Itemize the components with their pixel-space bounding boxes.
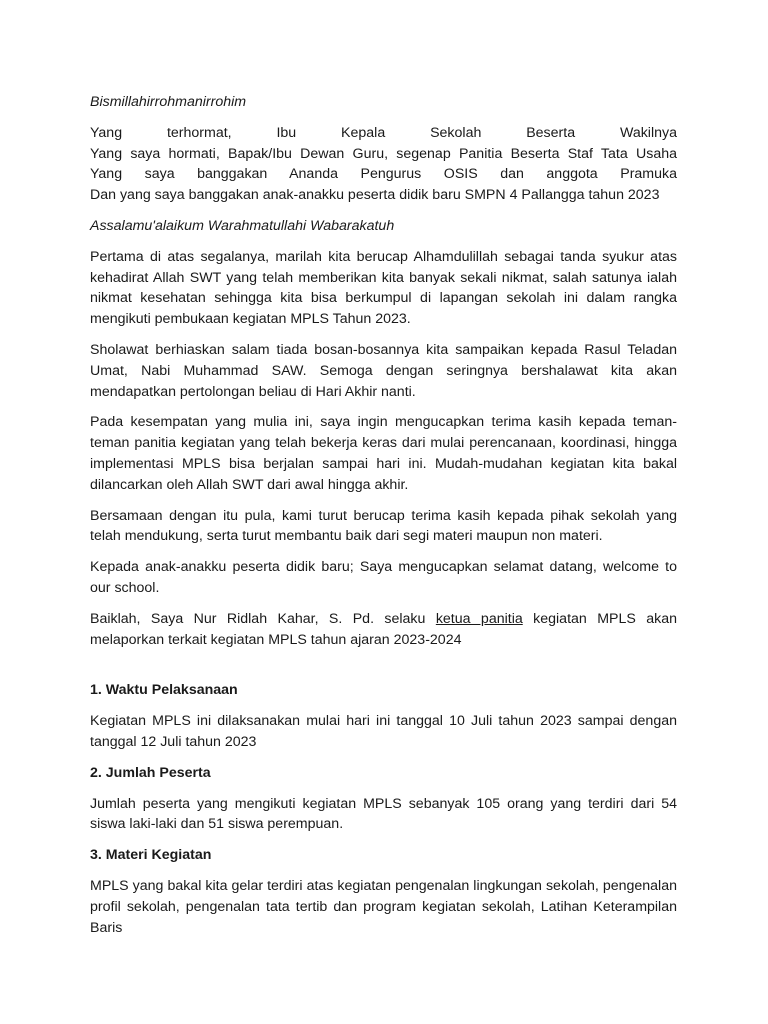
salutation-line: Yang saya hormati, Bapak/Ibu Dewan Guru, segenap Panitia Beserta Staf Tata Usaha (90, 145, 677, 162)
opening-line: Bismillahirrohmanirrohim (90, 94, 247, 110)
salutation-line: Yang terhormat, Ibu Kepala Sekolah Beserta Wakilnya (90, 124, 677, 141)
document-body (90, 92, 677, 938)
paragraph-sholawat: Sholawat berhiaskan salam tiada bosan-bosannya kita sampaikan kepada Rasul Teladan Umat, Nabi Muhammad SAW. Semoga dengan seringnya bershalawat kita akan mendapatkan pertolongan beliau di Hari Akhir nanti. (90, 341, 677, 400)
paragraph-welcome: Kepada anak-anakku peserta didik baru; Saya mengucapkan selamat datang, welcome to our school. (90, 559, 677, 596)
section-heading: 3. Materi Kegiatan (90, 847, 212, 864)
paragraph-thanks-school: Bersamaan dengan itu pula, kami turut berucap terima kasih kepada pihak sekolah yang telah mendukung, serta turut membantu baik dari segi materi maupun non materi. (90, 507, 677, 545)
section-heading: 2. Jumlah Peserta (90, 764, 211, 781)
paragraph-thanks-committee: Pada kesempatan yang mulia ini, saya ingin mengucapkan terima kasih kepada teman-teman panitia kegiatan yang telah bekerja keras dari mulai perencanaan, koordinasi, hingga implementasi MPLS bisa berjalan sampai hari ini. Mudah-mudahan kegiatan kita bakal dilancarkan oleh Allah SWT dari awal hingga akhir. (90, 414, 677, 493)
section-body: MPLS yang bakal kita gelar terdiri atas kegiatan pengenalan lingkungan sekolah, pengenalan profil sekolah, pengenalan tata tertib dan program kegiatan sekolah, Latihan Keterampilan Baris (90, 877, 677, 936)
report-text-underlined: ketua panitia (435, 610, 523, 627)
salutation-line: Yang saya banggakan Ananda Pengurus OSIS dan anggota Pramuka (90, 166, 677, 183)
section-body: Kegiatan MPLS ini dilaksanakan mulai hari ini tanggal 10 Juli tahun 2023 sampai dengan tanggal 12 Juli tahun 2023 (90, 713, 677, 750)
paragraph-gratitude: Pertama di atas segalanya, marilah kita berucap Alhamdulillah sebagai tanda syukur atas kehadirat Allah SWT yang telah memberikan kita banyak sekali nikmat, salah satunya ialah nikmat kesehatan sehingga kita bisa berkumpul di lapangan sekolah ini dalam rangka mengikuti pembukaan kegiatan MPLS Tahun 2023. (90, 248, 677, 328)
paragraph-report-intro (90, 609, 677, 651)
report-text-before: Baiklah, Saya Nur Ridlah Kahar, S. Pd. selaku (90, 610, 436, 627)
salutation-block (90, 123, 677, 206)
section-heading: 1. Waktu Pelaksanaan (90, 682, 238, 699)
salutation-line: Dan yang saya banggakan anak-anakku peserta didik baru SMPN 4 Pallangga tahun 2023 (90, 187, 660, 204)
greeting-line: Assalamu'alaikum Warahmatullahi Wabarakatuh (90, 217, 395, 234)
section-body: Jumlah peserta yang mengikuti kegiatan MPLS sebanyak 105 orang yang terdiri dari 54 siswa laki-laki dan 51 siswa perempuan. (90, 795, 677, 833)
report-text-after: kegiatan MPLS akan melaporkan terkait kegiatan MPLS tahun ajaran 2023-2024 (90, 610, 677, 648)
